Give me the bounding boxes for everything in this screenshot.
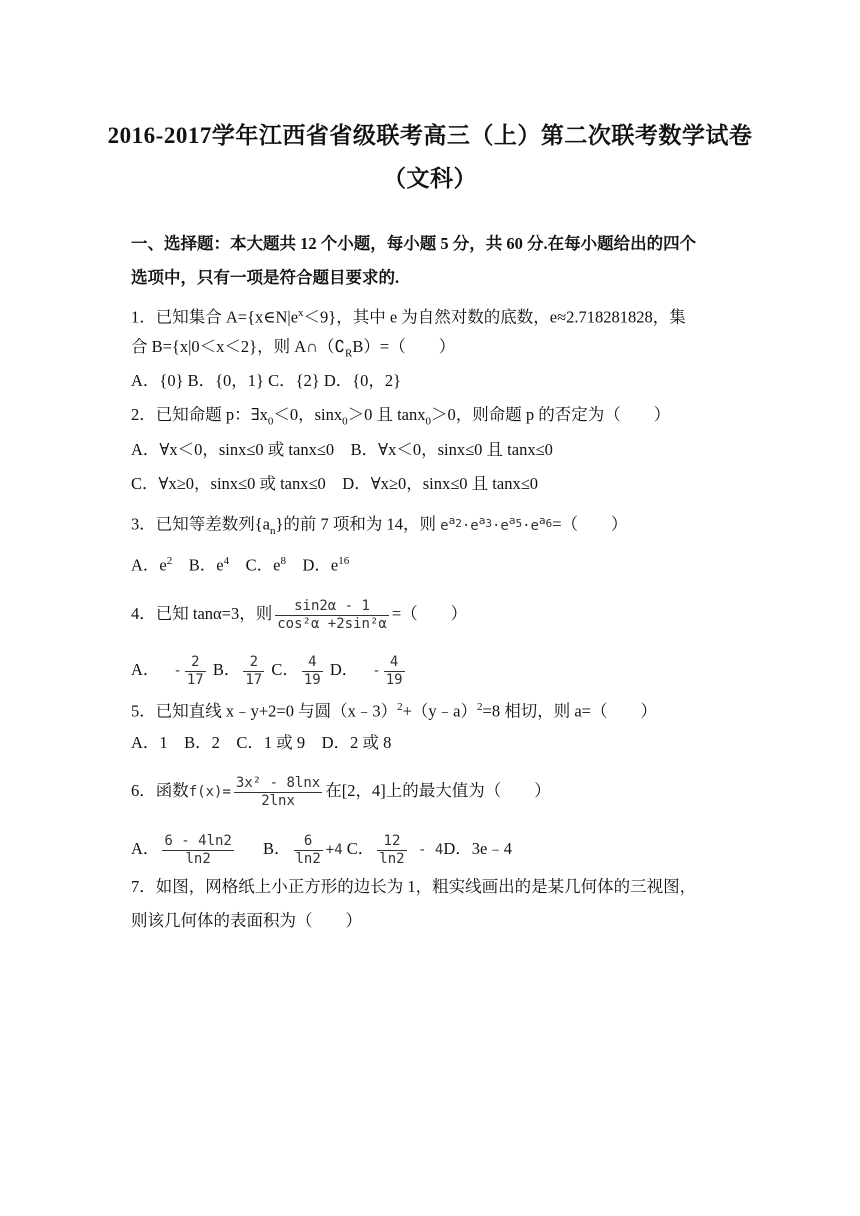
option-b-fraction: $\frac{2}{17}$ [245, 653, 263, 688]
section-heading-line2: 选项中，只有一项是符合题目要求的. [131, 268, 400, 287]
question-4-options: A． - $\frac{2}{17}$ B． $\frac{2}{17}$ C． $\frac{4}{19}$ D． - $\frac{4}{19}$ [131, 653, 403, 688]
question-5-options: A．1 B．2 C．1 或 9 D．2 或 8 [131, 733, 392, 752]
question-3-options: A．$e^2$ B．$e^4$ C．$e^8$ D．$e^{16}$ [131, 555, 350, 575]
exam-title-line2: （文科） [383, 166, 477, 191]
option-c-fraction: $\frac{4}{19}$ [303, 653, 321, 688]
option-a-fraction: $\frac{2}{17}$ [186, 653, 204, 688]
option-d-fraction: $\frac{4}{19}$ [385, 653, 403, 688]
question-3-expression: $e^{a_2}\cdot e^{a_3}\cdot e^{a_5}\cdot e^{a_6}$ [440, 514, 553, 534]
question-2-options-cd: C．∀x≥0，sinx≤0 或 tanx≤0 D．∀x≥0，sinx≤0 且 tanx≤0 [131, 474, 538, 493]
question-2-options-ab: A．∀x＜0，sinx≤0 或 tanx≤0 B．∀x＜0，sinx≤0 且 tanx≤0 [131, 440, 553, 459]
q6-option-a-fraction: $\frac{6 - 4\ln 2}{\ln 2}$ [164, 832, 232, 867]
q6-option-c-fraction: $\frac{12}{\ln 2}$ [379, 832, 405, 867]
question-6-options: A． $\frac{6 - 4\ln 2}{\ln 2}$ B． $\frac{6}{\ln 2}$ +4 C． $\frac{12}{\ln 2}$ - 4D．3e﹣4 [131, 832, 513, 867]
question-1-options: A．{0} B．{0，1} C．{2} D．{0，2} [131, 371, 402, 390]
question-7-stem: 7．如图，网格纸上小正方形的边长为 1，粗实线画出的是某几何体的三视图， [131, 877, 697, 896]
question-3-stem: 3．已知等差数列$\{a_n\}$的前 7 项和为 14，则 $e^{a_2}\cdot e^{a_3}\cdot e^{a_5}\cdot e^{a_6}=$（ ） [131, 514, 628, 537]
question-6-stem: 6．函数f(x)= $\frac{\text{3x² - 8lnx}}{2\ln x}$ 在[2，4]上的最大值为（ ） [131, 774, 551, 809]
question-1-stem: 1．已知集合 $A=\{x\in N|e^x<9\}$，其中 e 为自然对数的底数，e≈2.718281828，集 [131, 307, 686, 327]
question-4-fraction: $\frac{\sin 2\alpha - 1}{\text{cos²α +2sin²α}}$ [277, 597, 387, 632]
question-2-stem: 2．已知命题 p：$\exists x_0<0$，sinx$_0$＞0 且 tanx$_0$＞0，则命题 p 的否定为（ ） [131, 405, 671, 428]
question-1-stem-cont: 合 B={x|0＜x＜2}，则 $A\cap(∁_RB)=$（ ） [131, 337, 456, 360]
q6-option-b-fraction: $\frac{6}{\ln 2}$ [295, 832, 321, 867]
section-heading-line1: 一、选择题：本大题共 12 个小题，每小题 5 分，共 60 分.在每小题给出的四个 [131, 234, 697, 253]
question-7-stem-cont: 则该几何体的表面积为（ ） [131, 911, 362, 930]
exam-title-line1: 2016-2017学年江西省省级联考高三（上）第二次联考数学试卷 [107, 123, 753, 148]
question-5-stem: 5．已知直线 x﹣y+2=0 与圆（x﹣3）$^2$+（y﹣a）$^2$=8 相切，则 a=（ ） [131, 701, 657, 721]
question-6-fraction: $\frac{\text{3x² - 8lnx}}{2\ln x}$ [235, 774, 321, 809]
question-4-stem: 4．已知 tanα=3，则 $\frac{\sin 2\alpha - 1}{\text{cos²α +2sin²α}}$ =（ ） [131, 597, 468, 632]
